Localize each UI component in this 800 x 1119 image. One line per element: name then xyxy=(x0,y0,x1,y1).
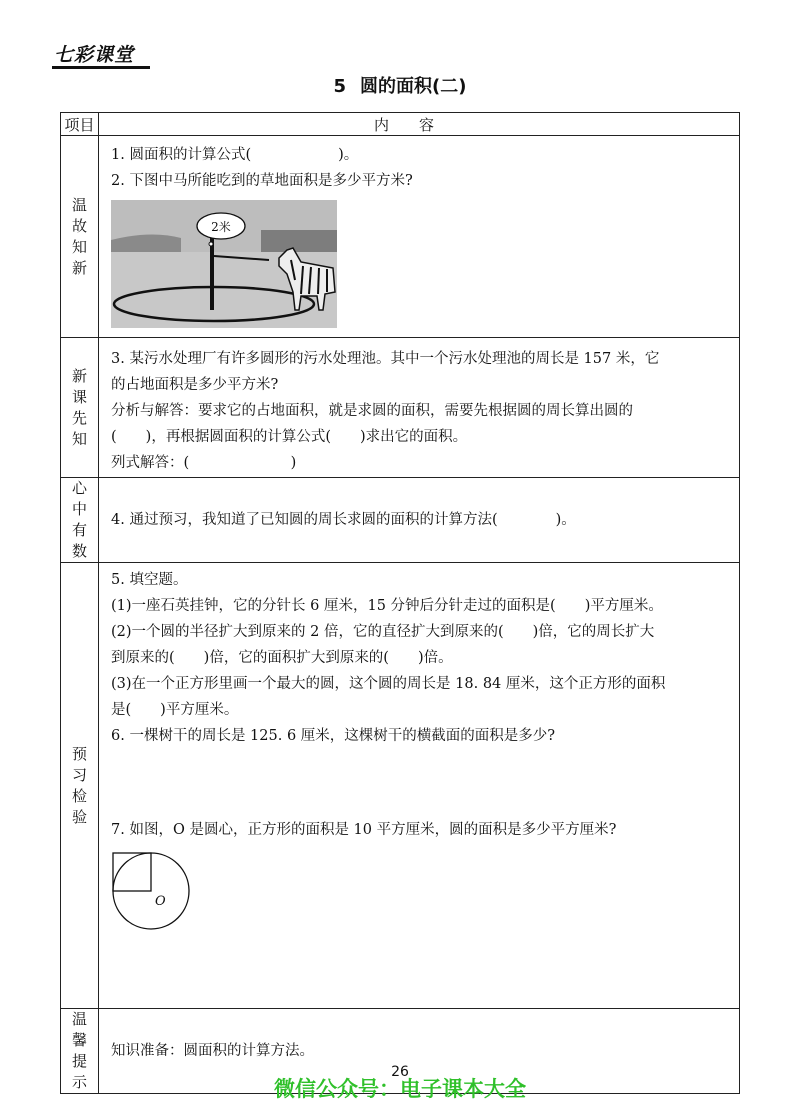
section-heart xyxy=(61,478,740,563)
section-label-preview: 新 课 先 知 xyxy=(61,338,99,478)
question-1: 1. 圆面积的计算公式( )。 xyxy=(111,147,359,163)
analysis-line-2: ( )，再根据圆面积的计算公式( )求出它的面积。 xyxy=(111,429,468,445)
question-4: 4. 通过预习，我知道了已知圆的周长求圆的面积的计算方法( )。 xyxy=(111,512,576,528)
question-5-3-line-1: (3)在一个正方形里画一个最大的圆，这个圆的周长是 18. 84 厘米，这个正方形的面积 xyxy=(111,676,666,692)
question-6: 6. 一棵树干的周长是 125. 6 厘米，这棵树干的横截面的面积是多少? xyxy=(111,728,556,744)
question-7: 7. 如图，O 是圆心，正方形的面积是 10 平方厘米，圆的面积是多少平方厘米? xyxy=(111,822,617,838)
question-5-3-line-2: 是( )平方厘米。 xyxy=(111,702,239,718)
solution-line: 列式解答：( ) xyxy=(111,455,297,471)
question-5-title: 5. 填空题。 xyxy=(111,572,188,588)
page-title xyxy=(0,72,800,98)
section-label-check: 预 习 检 验 xyxy=(61,563,99,1009)
section-preview xyxy=(61,338,740,478)
logo: 七彩课堂 xyxy=(54,44,135,66)
worksheet-table xyxy=(60,112,740,1094)
radius-label: 2米 xyxy=(211,220,231,234)
center-label: O xyxy=(155,894,166,909)
question-5-2-line-2: 到原来的( )倍，它的面积扩大到原来的( )倍。 xyxy=(111,650,453,666)
section-label-review: 温 故 知 新 xyxy=(61,136,99,338)
section-label-tip: 温 馨 提 示 xyxy=(61,1009,99,1094)
question-2: 2. 下图中马所能吃到的草地面积是多少平方米? xyxy=(111,173,413,189)
question-3-line-2: 的占地面积是多少平方米? xyxy=(111,377,279,393)
analysis-line-1: 分析与解答：要求它的占地面积，就是求圆的面积，需要先根据圆的周长算出圆的 xyxy=(111,403,633,419)
logo-underline xyxy=(52,66,150,69)
table-header-row xyxy=(61,113,740,136)
section-content-heart xyxy=(99,478,740,563)
page-number: 26 xyxy=(391,1064,409,1080)
header-content: 内容 xyxy=(99,113,740,136)
section-content-check xyxy=(99,563,740,1009)
circle-square-figure xyxy=(111,851,729,944)
lesson-title: 圆的面积(二) xyxy=(360,76,467,97)
section-check xyxy=(61,563,740,1009)
header-item: 项目 xyxy=(61,113,99,136)
watermark: 微信公众号：电子课本大全 xyxy=(274,1077,526,1101)
question-3-line-1: 3. 某污水处理厂有许多圆形的污水处理池。其中一个污水处理池的周长是 157 米，它 xyxy=(111,351,660,367)
section-content-review xyxy=(99,136,740,338)
tip-text: 知识准备：圆面积的计算方法。 xyxy=(111,1043,314,1059)
answer-space-6 xyxy=(111,749,729,817)
lesson-number: 5 xyxy=(333,76,347,97)
section-content-preview xyxy=(99,338,740,478)
question-5-1: (1)一座石英挂钟，它的分针长 6 厘米，15 分钟后分针走过的面积是( )平方厘米。 xyxy=(111,598,663,614)
horse-grass-image xyxy=(111,200,337,328)
question-5-2-line-1: (2)一个圆的半径扩大到原来的 2 倍，它的直径扩大到原来的( )倍，它的周长扩大 xyxy=(111,624,655,640)
section-review xyxy=(61,136,740,338)
section-label-heart: 心 中 有 数 xyxy=(61,478,99,563)
